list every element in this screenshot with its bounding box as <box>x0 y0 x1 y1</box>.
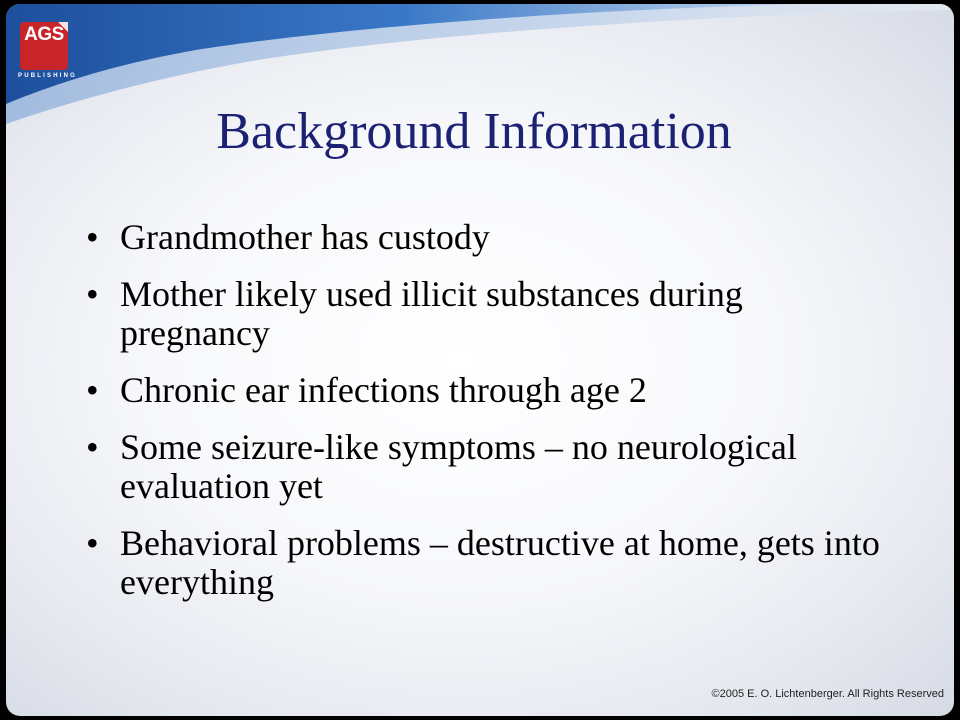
bullet-dot: • <box>86 217 99 257</box>
bullet-dot: • <box>86 427 99 467</box>
list-item <box>86 371 886 410</box>
bullet-dot: • <box>86 523 99 563</box>
bullet-text: Chronic ear infections through age 2 <box>120 370 647 410</box>
slide-title <box>6 101 954 163</box>
list-item <box>86 218 886 257</box>
logo-tagline: PUBLISHING <box>18 73 78 79</box>
copyright-footer: ©2005 E. O. Lichtenberger. All Rights Reserved <box>711 688 944 700</box>
bullet-text: Mother likely used illicit substances during pregnancy <box>120 274 743 353</box>
bullet-text: Some seizure-like symptoms – no neurological evaluation yet <box>120 427 797 506</box>
logo-wordmark: AGS <box>24 24 64 45</box>
list-item <box>86 428 886 506</box>
list-item <box>86 275 886 353</box>
bullet-text: Grandmother has custody <box>120 217 490 257</box>
bullet-list <box>86 218 886 620</box>
bullet-text: Behavioral problems – destructive at home, gets into everything <box>120 523 880 602</box>
list-item <box>86 524 886 602</box>
slide-title-text: Background Information <box>216 103 732 160</box>
slide <box>6 4 954 716</box>
bullet-dot: • <box>86 274 99 314</box>
bullet-dot: • <box>86 370 99 410</box>
